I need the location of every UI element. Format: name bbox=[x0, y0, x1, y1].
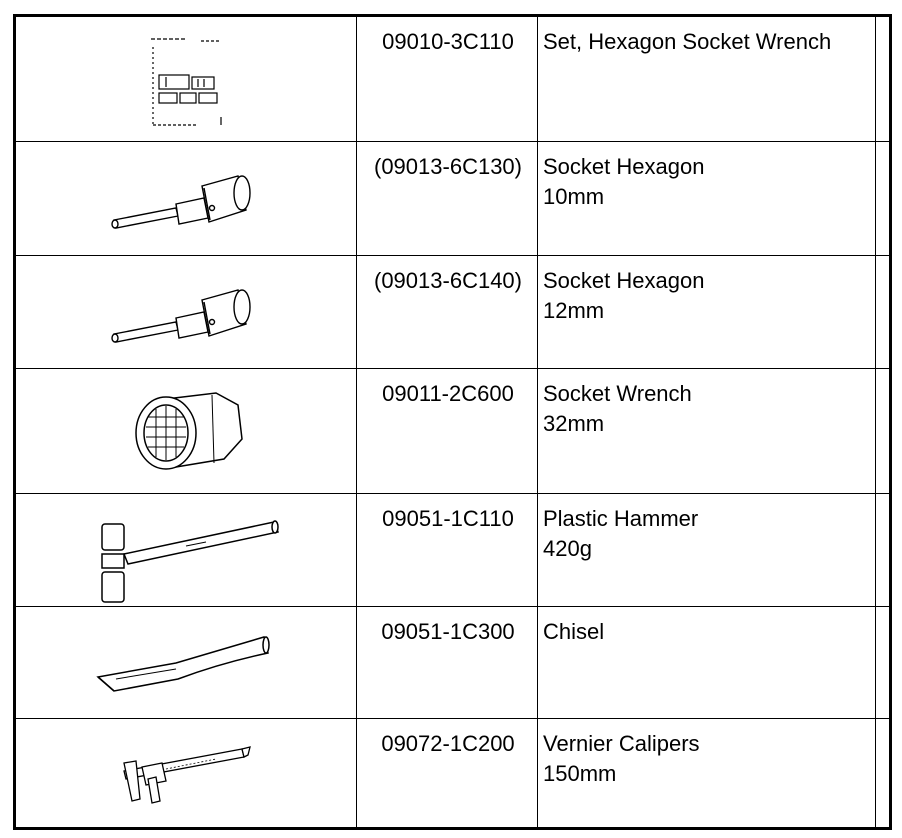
tool-description bbox=[543, 617, 604, 647]
tool-description bbox=[543, 504, 698, 564]
part-number: 09051-1C300 bbox=[381, 619, 515, 644]
chisel-icon bbox=[16, 607, 356, 718]
special-tools-table bbox=[13, 14, 892, 830]
hexagon-socket-icon bbox=[16, 142, 356, 255]
tool-description bbox=[543, 27, 831, 57]
part-number: 09072-1C200 bbox=[381, 731, 515, 756]
table-row bbox=[16, 255, 889, 368]
tool-name: Plastic Hammer bbox=[543, 506, 699, 531]
tool-description bbox=[543, 379, 692, 439]
part-number: (09013-6C130) bbox=[374, 154, 522, 179]
table-row bbox=[16, 718, 889, 833]
table-row bbox=[16, 368, 889, 493]
tool-name: Set, Hexagon Socket Wrench bbox=[543, 29, 832, 54]
socket-wrench-set-icon bbox=[16, 17, 356, 141]
tool-spec: 420g bbox=[543, 536, 592, 561]
tool-name: Vernier Calipers bbox=[543, 731, 700, 756]
tool-name: Socket Hexagon bbox=[543, 154, 705, 179]
tool-spec: 150mm bbox=[543, 761, 617, 786]
tool-description bbox=[543, 152, 704, 212]
tool-spec: 10mm bbox=[543, 184, 605, 209]
part-number: 09011-2C600 bbox=[382, 381, 514, 406]
tool-description bbox=[543, 266, 704, 326]
tool-name: Chisel bbox=[543, 619, 605, 644]
hexagon-socket-icon bbox=[16, 256, 356, 368]
tool-name: Socket Hexagon bbox=[543, 268, 705, 293]
table-row bbox=[16, 606, 889, 718]
tool-description bbox=[543, 729, 700, 789]
part-number: 09010-3C110 bbox=[382, 29, 514, 54]
socket-wrench-icon bbox=[16, 369, 356, 493]
plastic-hammer-icon bbox=[16, 494, 356, 606]
tool-name: Socket Wrench bbox=[543, 381, 692, 406]
tool-spec: 12mm bbox=[543, 298, 605, 323]
part-number: 09051-1C110 bbox=[382, 506, 514, 531]
vernier-calipers-icon bbox=[16, 719, 356, 833]
table-row bbox=[16, 17, 889, 141]
table-row bbox=[16, 141, 889, 255]
table-row bbox=[16, 493, 889, 606]
part-number: (09013-6C140) bbox=[374, 268, 522, 293]
tool-spec: 32mm bbox=[543, 411, 605, 436]
